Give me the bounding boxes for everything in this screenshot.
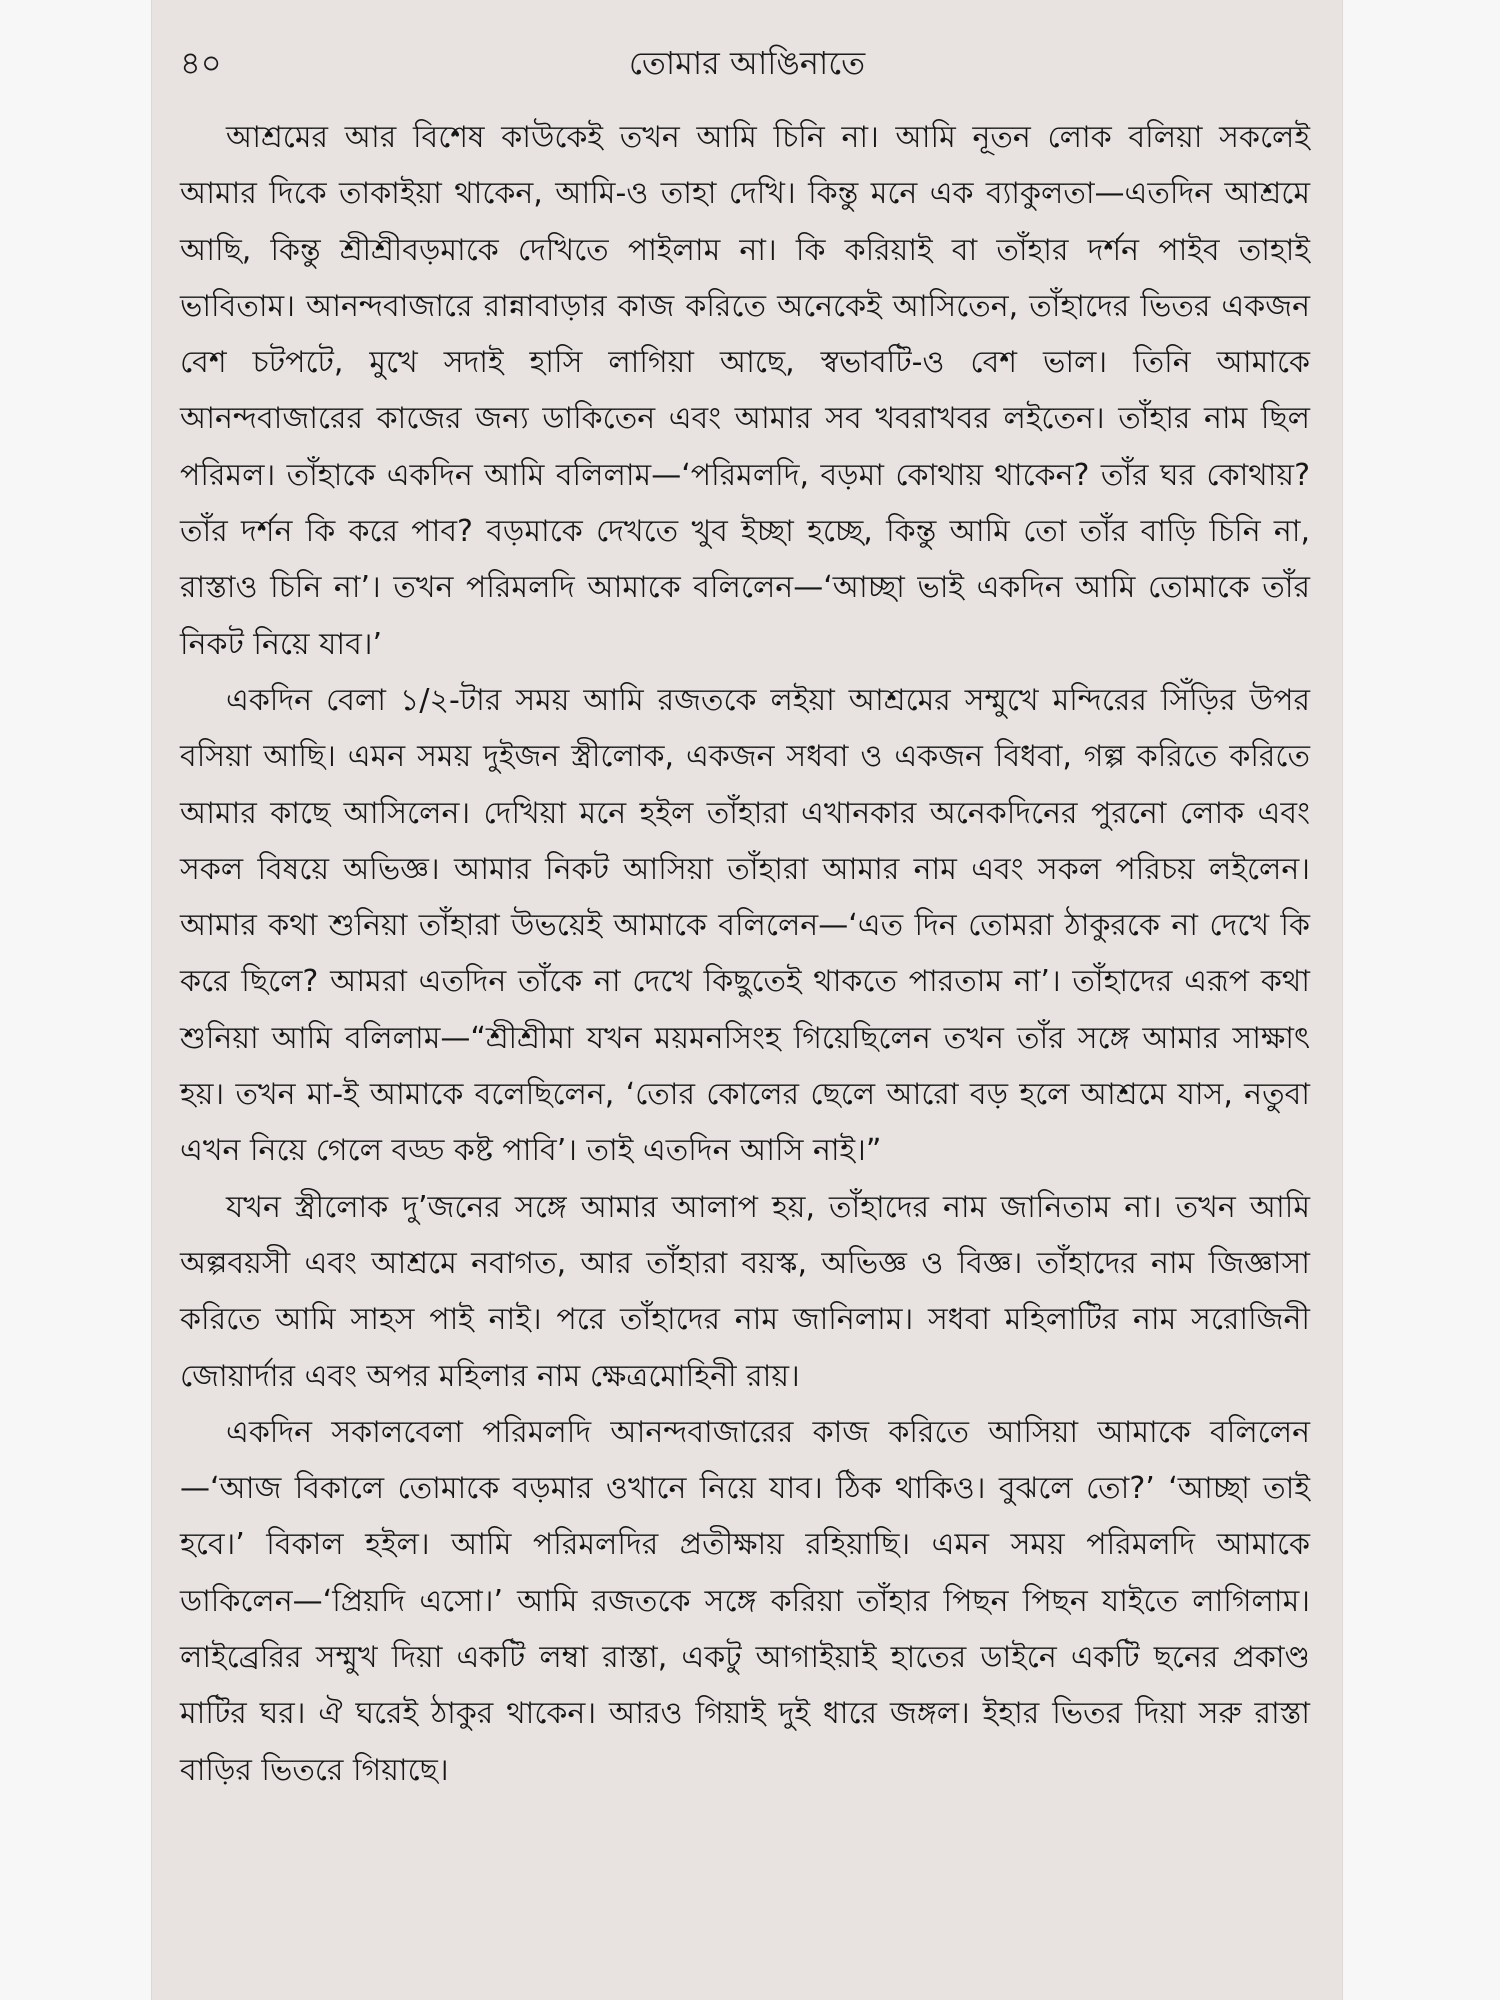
running-header — [180, 38, 1314, 88]
paragraph-3: যখন স্ত্রীলোক দু’জনের সঙ্গে আমার আলাপ হয়, তাঁহাদের নাম জানিতাম না। তখন আমি অল্পবয়সী এবং আশ্রমে নবাগত, আর তাঁহারা বয়স্ক, অভিজ্ঞ ও বিজ্ঞ। তাঁহাদের নাম জিজ্ঞাসা করিতে আমি সাহস পাই নাই। পরে তাঁহাদের নাম জানিলাম। সধবা মহিলাটির নাম সরোজিনী জোয়ার্দার এবং অপর মহিলার নাম ক্ষেত্রমোহিনী রায়। — [180, 1189, 1310, 1394]
running-title: তোমার আঙিনাতে — [628, 44, 866, 82]
page-number: ৪০ — [180, 44, 222, 82]
paragraph-4: একদিন সকালবেলা পরিমলদি আনন্দবাজারের কাজ করিতে আসিয়া আমাকে বলিলেন—‘আজ বিকালে তোমাকে বড়মার ওখানে নিয়ে যাব। ঠিক থাকিও। বুঝলে তো?’ ‘আচ্ছা তাই হবে।’ বিকাল হইল। আমি পরিমলদির প্রতীক্ষায় রহিয়াছি। এমন সময় পরিমলদি আমাকে ডাকিলেন—‘প্রিয়দি এসো।’ আমি রজতকে সঙ্গে করিয়া তাঁহার পিছন পিছন যাইতে লাগিলাম। লাইব্রেরির সম্মুখ দিয়া একটি লম্বা রাস্তা, একটু আগাইয়াই হাতের ডাইনে একটি ছনের প্রকাণ্ড মাটির ঘর। ঐ ঘরেই ঠাকুর থাকেন। আরও গিয়াই দুই ধারে জঙ্গল। ইহার ভিতর দিয়া সরু রাস্তা বাড়ির ভিতরে গিয়াছে। — [180, 1414, 1310, 1788]
book-page — [152, 0, 1342, 2000]
paragraph-1: আশ্রমের আর বিশেষ কাউকেই তখন আমি চিনি না। আমি নূতন লোক বলিয়া সকলেই আমার দিকে তাকাইয়া থাকেন, আমি-ও তাহা দেখি। কিন্তু মনে এক ব্যাকুলতা—এতদিন আশ্রমে আছি, কিন্তু শ্রীশ্রীবড়মাকে দেখিতে পাইলাম না। কি করিয়াই বা তাঁহার দর্শন পাইব তাহাই ভাবিতাম। আনন্দবাজারে রান্নাবাড়ার কাজ করিতে অনেকেই আসিতেন, তাঁহাদের ভিতর একজন বেশ চটপটে, মুখে সদাই হাসি লাগিয়া আছে, স্বভাবটি-ও বেশ ভাল। তিনি আমাকে আনন্দবাজারের কাজের জন্য ডাকিতেন এবং আমার সব খবরাখবর লইতেন। তাঁহার নাম ছিল পরিমল। তাঁহাকে একদিন আমি বলিলাম—‘পরিমলদি, বড়মা কোথায় থাকেন? তাঁর ঘর কোথায়? তাঁর দর্শন কি করে পাব? বড়মাকে দেখতে খুব ইচ্ছা হচ্ছে, কিন্তু আমি তো তাঁর বাড়ি চিনি না, রাস্তাও চিনি না’। তখন পরিমলদি আমাকে বলিলেন—‘আচ্ছা ভাই একদিন আমি তোমাকে তাঁর নিকট নিয়ে যাব।’ — [180, 120, 1310, 662]
paragraph-2: একদিন বেলা ১/২-টার সময় আমি রজতকে লইয়া আশ্রমের সম্মুখে মন্দিরের সিঁড়ির উপর বসিয়া আছি। এমন সময় দুইজন স্ত্রীলোক, একজন সধবা ও একজন বিধবা, গল্প করিতে করিতে আমার কাছে আসিলেন। দেখিয়া মনে হইল তাঁহারা এখানকার অনেকদিনের পুরনো লোক এবং সকল বিষয়ে অভিজ্ঞ। আমার নিকট আসিয়া তাঁহারা আমার নাম এবং সকল পরিচয় লইলেন। আমার কথা শুনিয়া তাঁহারা উভয়েই আমাকে বলিলেন—‘এত দিন তোমরা ঠাকুরকে না দেখে কি করে ছিলে? আমরা এতদিন তাঁকে না দেখে কিছুতেই থাকতে পারতাম না’। তাঁহাদের এরূপ কথা শুনিয়া আমি বলিলাম—“শ্রীশ্রীমা যখন ময়মনসিংহ গিয়েছিলেন তখন তাঁর সঙ্গে আমার সাক্ষাৎ হয়। তখন মা-ই আমাকে বলেছিলেন, ‘তোর কোলের ছেলে আরো বড় হলে আশ্রমে যাস, নতুবা এখন নিয়ে গেলে বড্ড কষ্ট পাবি’। তাই এতদিন আসি নাই।” — [180, 682, 1310, 1169]
body-text — [180, 110, 1310, 1799]
